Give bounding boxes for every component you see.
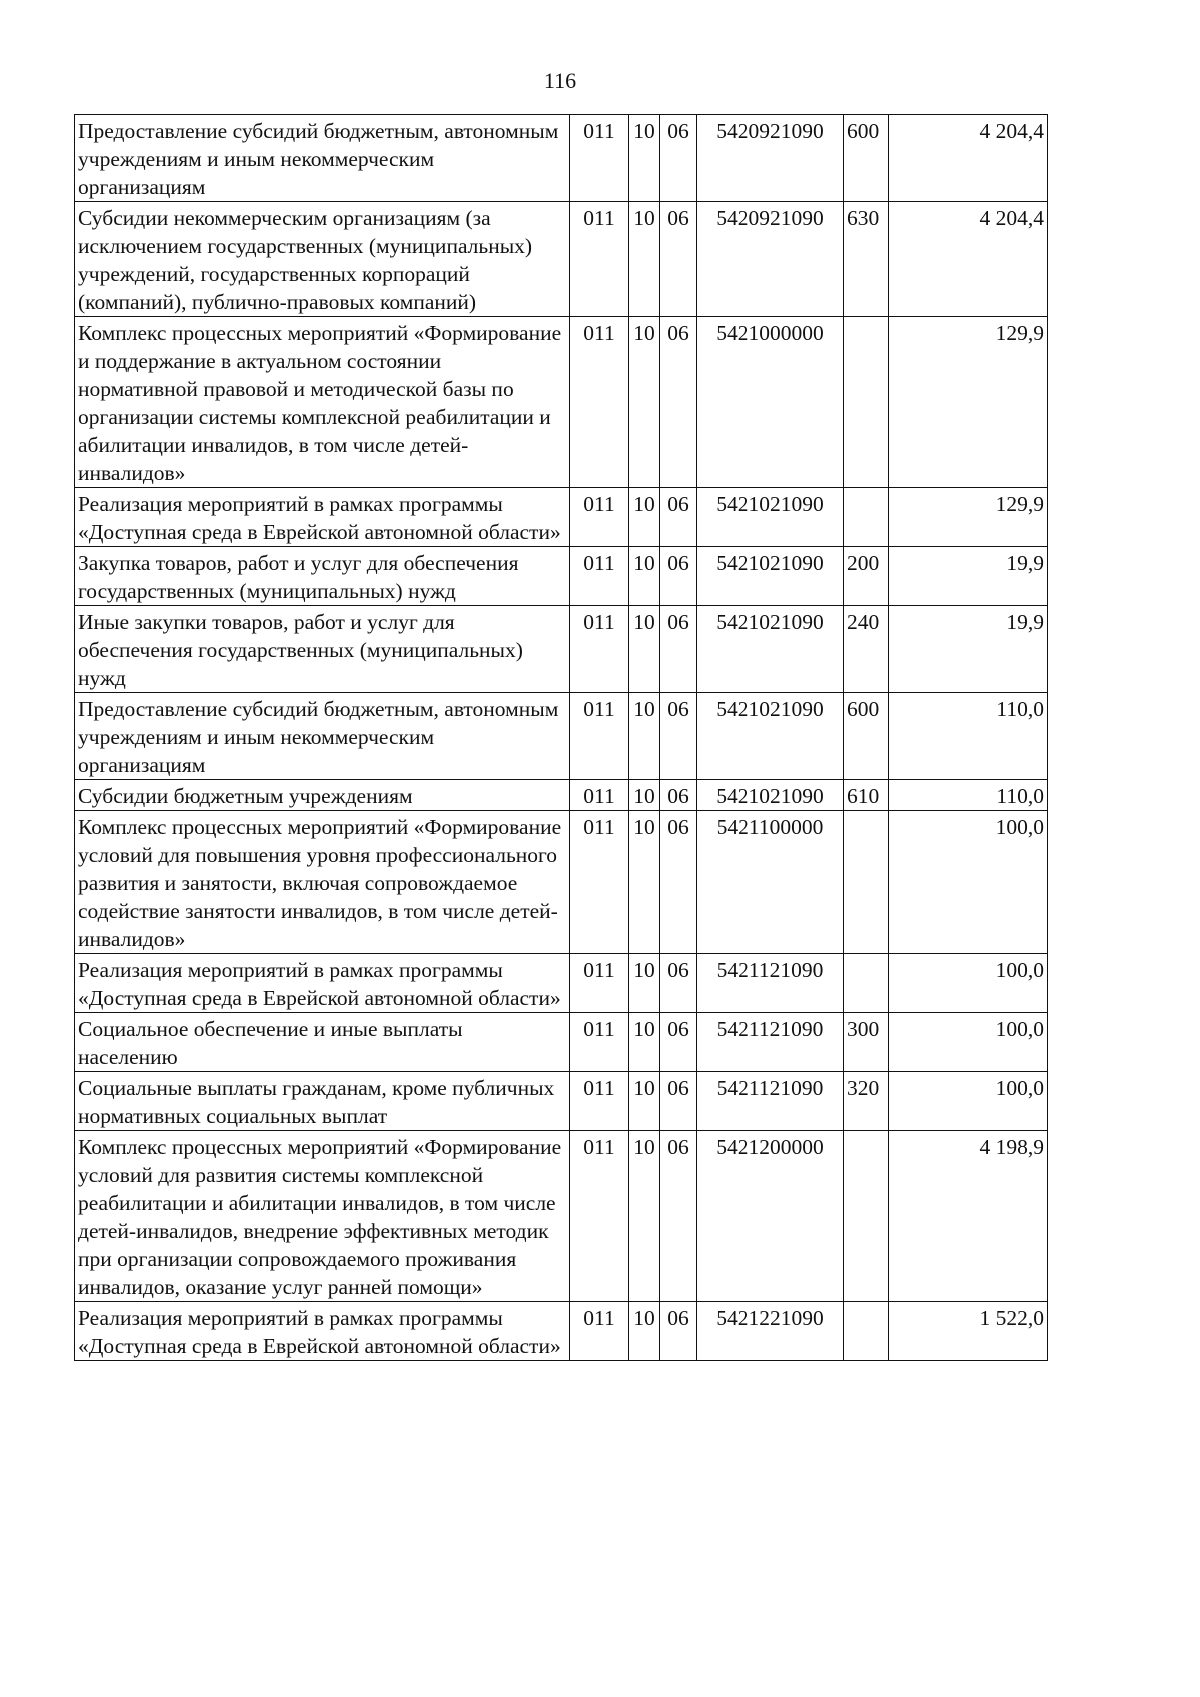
row-name-cell: Комплекс процессных мероприятий «Формирование условий для повышения уровня профессионального развития и занятости, включая сопровождаемое содействие занятости инвалидов, в том числе детей-инвалидов»	[75, 811, 570, 954]
row-ved-cell: 011	[570, 954, 629, 1013]
row-subsection-cell: 06	[660, 954, 697, 1013]
row-subsection-cell: 06	[660, 317, 697, 488]
row-amount-cell: 129,9	[889, 317, 1048, 488]
row-ved-cell: 011	[570, 488, 629, 547]
row-ved-cell: 011	[570, 1302, 629, 1361]
table-row	[75, 954, 1048, 1013]
row-target-article-cell: 5420921090	[697, 115, 844, 202]
row-subsection-cell: 06	[660, 1131, 697, 1302]
table-row	[75, 606, 1048, 693]
row-section-cell: 10	[629, 1013, 660, 1072]
row-section-cell: 10	[629, 1302, 660, 1361]
row-ved-cell: 011	[570, 1131, 629, 1302]
row-target-article-cell: 5421121090	[697, 1072, 844, 1131]
row-expense-type-cell: 200	[844, 547, 889, 606]
row-subsection-cell: 06	[660, 202, 697, 317]
row-expense-type-cell	[844, 954, 889, 1013]
row-ved-cell: 011	[570, 606, 629, 693]
row-amount-cell: 100,0	[889, 1013, 1048, 1072]
row-amount-cell: 129,9	[889, 488, 1048, 547]
table-row	[75, 115, 1048, 202]
row-target-article-cell: 5421021090	[697, 606, 844, 693]
row-amount-cell: 100,0	[889, 811, 1048, 954]
row-target-article-cell: 5421021090	[697, 547, 844, 606]
row-target-article-cell: 5421100000	[697, 811, 844, 954]
row-name-cell: Субсидии бюджетным учреждениям	[75, 780, 570, 811]
row-expense-type-cell	[844, 1302, 889, 1361]
row-section-cell: 10	[629, 954, 660, 1013]
row-subsection-cell: 06	[660, 115, 697, 202]
table-row	[75, 1131, 1048, 1302]
row-subsection-cell: 06	[660, 547, 697, 606]
row-expense-type-cell: 600	[844, 693, 889, 780]
row-ved-cell: 011	[570, 780, 629, 811]
table-row	[75, 1013, 1048, 1072]
row-section-cell: 10	[629, 1131, 660, 1302]
row-amount-cell: 4 204,4	[889, 202, 1048, 317]
row-amount-cell: 19,9	[889, 606, 1048, 693]
row-target-article-cell: 5421021090	[697, 693, 844, 780]
row-subsection-cell: 06	[660, 693, 697, 780]
row-expense-type-cell	[844, 811, 889, 954]
table-row	[75, 317, 1048, 488]
row-ved-cell: 011	[570, 1072, 629, 1131]
row-target-article-cell: 5421000000	[697, 317, 844, 488]
table-row	[75, 488, 1048, 547]
row-name-cell: Реализация мероприятий в рамках программы «Доступная среда в Еврейской автономной области»	[75, 954, 570, 1013]
row-amount-cell: 1 522,0	[889, 1302, 1048, 1361]
row-name-cell: Реализация мероприятий в рамках программы «Доступная среда в Еврейской автономной области»	[75, 1302, 570, 1361]
row-subsection-cell: 06	[660, 606, 697, 693]
row-expense-type-cell: 300	[844, 1013, 889, 1072]
row-name-cell: Реализация мероприятий в рамках программы «Доступная среда в Еврейской автономной области»	[75, 488, 570, 547]
page-number: 116	[543, 68, 577, 93]
row-name-cell: Комплекс процессных мероприятий «Формирование и поддержание в актуальном состоянии нормативной правовой и методической базы по организации системы комплексной реабилитации и абилитации инвалидов, в том числе детей-инвалидов»	[75, 317, 570, 488]
row-section-cell: 10	[629, 202, 660, 317]
row-section-cell: 10	[629, 693, 660, 780]
row-expense-type-cell: 320	[844, 1072, 889, 1131]
row-section-cell: 10	[629, 547, 660, 606]
row-name-cell: Субсидии некоммерческим организациям (за исключением государственных (муниципальных) учреждений, государственных корпораций (компаний), публично-правовых компаний)	[75, 202, 570, 317]
row-ved-cell: 011	[570, 317, 629, 488]
row-expense-type-cell: 240	[844, 606, 889, 693]
row-expense-type-cell: 610	[844, 780, 889, 811]
row-target-article-cell: 5421121090	[697, 1013, 844, 1072]
row-section-cell: 10	[629, 488, 660, 547]
table-row	[75, 547, 1048, 606]
table-row	[75, 1302, 1048, 1361]
row-name-cell: Предоставление субсидий бюджетным, автономным учреждениям и иным некоммерческим организациям	[75, 115, 570, 202]
table-row	[75, 693, 1048, 780]
row-section-cell: 10	[629, 811, 660, 954]
row-subsection-cell: 06	[660, 811, 697, 954]
row-ved-cell: 011	[570, 115, 629, 202]
row-expense-type-cell	[844, 1131, 889, 1302]
row-name-cell: Социальные выплаты гражданам, кроме публичных нормативных социальных выплат	[75, 1072, 570, 1131]
row-ved-cell: 011	[570, 1013, 629, 1072]
row-ved-cell: 011	[570, 811, 629, 954]
row-ved-cell: 011	[570, 202, 629, 317]
table-row	[75, 811, 1048, 954]
budget-table	[74, 114, 1048, 1361]
row-subsection-cell: 06	[660, 1302, 697, 1361]
row-name-cell: Предоставление субсидий бюджетным, автономным учреждениям и иным некоммерческим организациям	[75, 693, 570, 780]
row-target-article-cell: 5420921090	[697, 202, 844, 317]
row-expense-type-cell	[844, 488, 889, 547]
row-amount-cell: 110,0	[889, 693, 1048, 780]
row-ved-cell: 011	[570, 693, 629, 780]
row-expense-type-cell: 630	[844, 202, 889, 317]
row-amount-cell: 19,9	[889, 547, 1048, 606]
budget-table-body	[75, 115, 1048, 1361]
row-name-cell: Социальное обеспечение и иные выплаты населению	[75, 1013, 570, 1072]
row-section-cell: 10	[629, 780, 660, 811]
row-name-cell: Иные закупки товаров, работ и услуг для обеспечения государственных (муниципальных) нужд	[75, 606, 570, 693]
row-subsection-cell: 06	[660, 1013, 697, 1072]
row-expense-type-cell: 600	[844, 115, 889, 202]
row-subsection-cell: 06	[660, 488, 697, 547]
row-target-article-cell: 5421200000	[697, 1131, 844, 1302]
row-amount-cell: 4 204,4	[889, 115, 1048, 202]
row-section-cell: 10	[629, 115, 660, 202]
row-amount-cell: 100,0	[889, 954, 1048, 1013]
table-row	[75, 780, 1048, 811]
row-amount-cell: 100,0	[889, 1072, 1048, 1131]
table-row	[75, 1072, 1048, 1131]
table-row	[75, 202, 1048, 317]
row-subsection-cell: 06	[660, 780, 697, 811]
row-target-article-cell: 5421021090	[697, 488, 844, 547]
row-ved-cell: 011	[570, 547, 629, 606]
row-subsection-cell: 06	[660, 1072, 697, 1131]
row-section-cell: 10	[629, 606, 660, 693]
row-section-cell: 10	[629, 317, 660, 488]
row-amount-cell: 110,0	[889, 780, 1048, 811]
row-name-cell: Комплекс процессных мероприятий «Формирование условий для развития системы комплексной реабилитации и абилитации инвалидов, в том числе детей-инвалидов, внедрение эффективных методик при организации сопровождаемого проживания инвалидов, оказание услуг ранней помощи»	[75, 1131, 570, 1302]
row-target-article-cell: 5421121090	[697, 954, 844, 1013]
row-target-article-cell: 5421021090	[697, 780, 844, 811]
row-section-cell: 10	[629, 1072, 660, 1131]
row-amount-cell: 4 198,9	[889, 1131, 1048, 1302]
row-target-article-cell: 5421221090	[697, 1302, 844, 1361]
row-name-cell: Закупка товаров, работ и услуг для обеспечения государственных (муниципальных) нужд	[75, 547, 570, 606]
row-expense-type-cell	[844, 317, 889, 488]
